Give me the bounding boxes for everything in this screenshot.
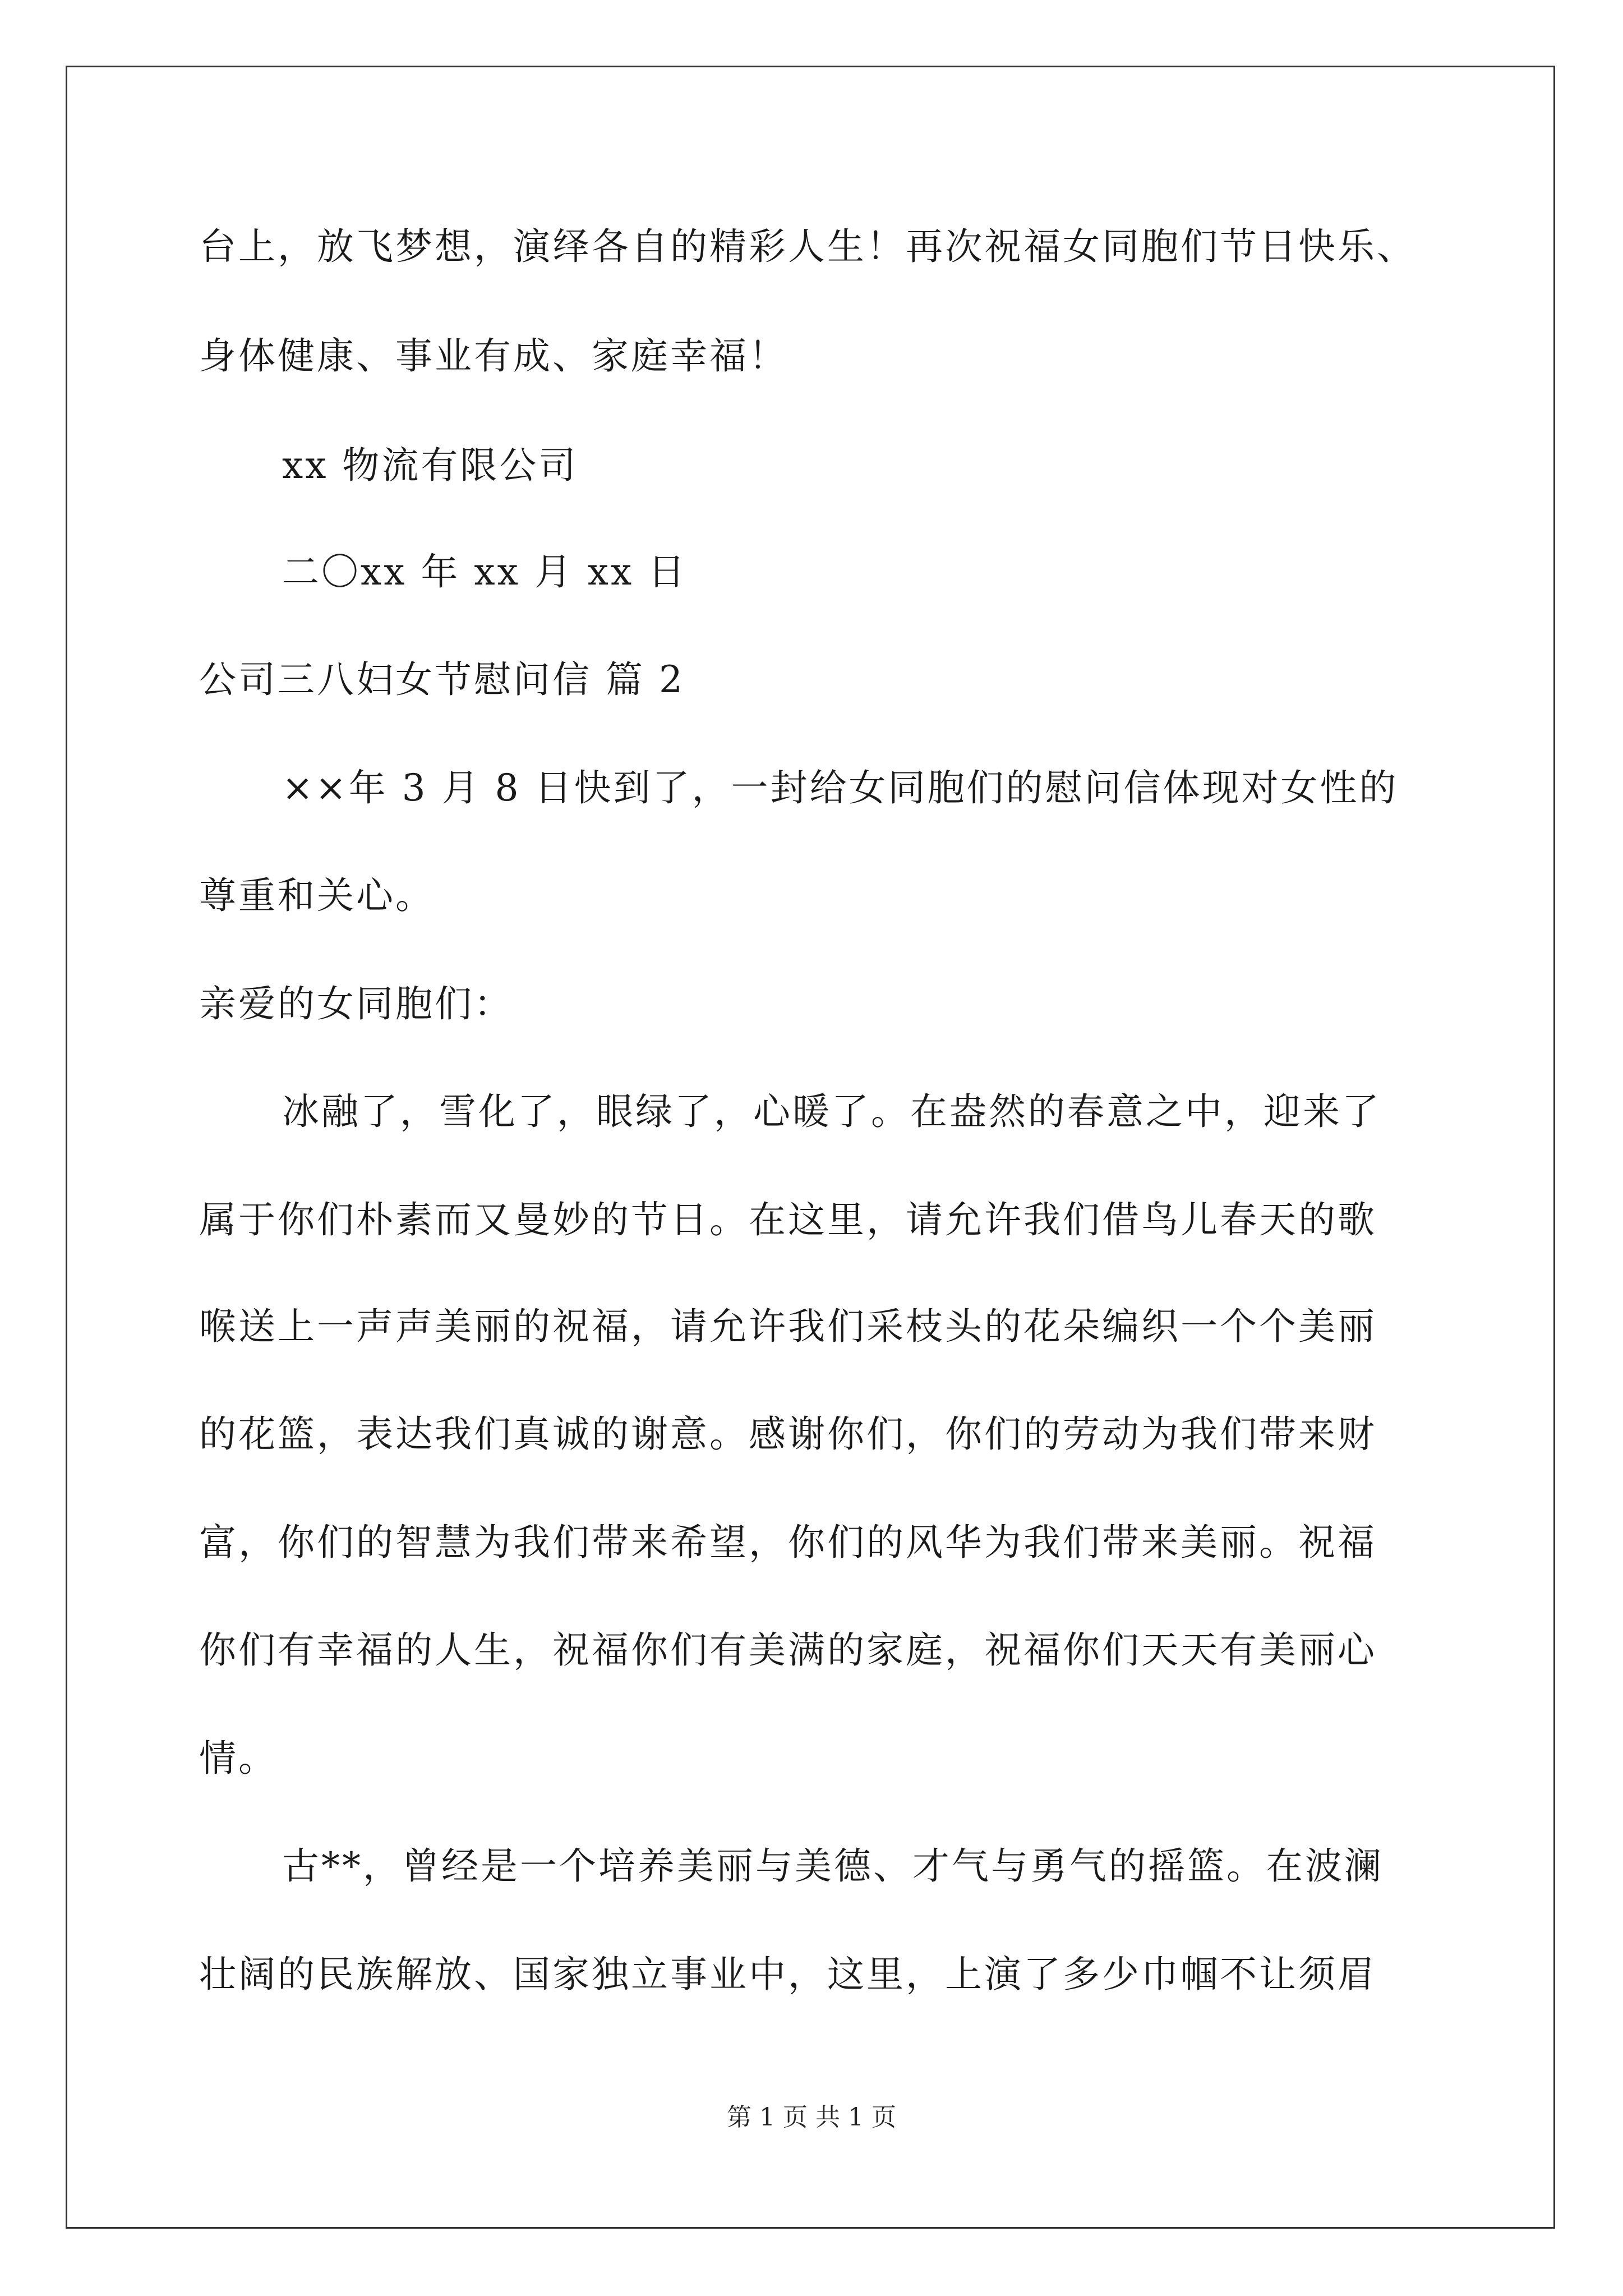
- body-line: 壮阔的民族解放、国家独立事业中，这里，上演了多少巾帼不让须眉: [199, 1953, 1377, 1996]
- body-line: 尊重和关心。: [199, 874, 435, 917]
- body-line: 富，你们的智慧为我们带来希望，你们的风华为我们带来美丽。祝福: [199, 1521, 1377, 1564]
- page-border: [66, 66, 1555, 2229]
- body-line: 的花篮，表达我们真诚的谢意。感谢你们，你们的劳动为我们带来财: [199, 1412, 1377, 1456]
- section-heading: 公司三八妇女节慰问信 篇 2: [199, 658, 685, 701]
- body-line: 喉送上一声声美丽的祝福，请允许我们采枝头的花朵编织一个个美丽: [199, 1305, 1377, 1348]
- body-line: 属于你们朴素而又曼妙的节日。在这里，请允许我们借鸟儿春天的歌: [199, 1198, 1377, 1241]
- signature-company: xx 物流有限公司: [282, 444, 578, 487]
- body-line: 冰融了，雪化了，眼绿了，心暖了。在盎然的春意之中，迎来了: [282, 1090, 1381, 1133]
- body-line: ××年 3 月 8 日快到了，一封给女同胞们的慰问信体现对女性的: [282, 766, 1399, 809]
- signature-date: 二〇xx 年 xx 月 xx 日: [282, 550, 688, 593]
- body-line: 古**，曾经是一个培养美丽与美德、才气与勇气的摇篮。在波澜: [282, 1844, 1384, 1888]
- body-line: 你们有幸福的人生，祝福你们有美满的家庭，祝福你们天天有美丽心: [199, 1628, 1377, 1672]
- page-number-footer: 第 1 页 共 1 页: [727, 2103, 896, 2132]
- body-line: 台上，放飞梦想，演绎各自的精彩人生！再次祝福女同胞们节日快乐、: [199, 225, 1416, 268]
- body-line: 情。: [199, 1737, 278, 1780]
- salutation: 亲爱的女同胞们：: [199, 982, 513, 1025]
- body-line: 身体健康、事业有成、家庭幸福！: [199, 334, 788, 378]
